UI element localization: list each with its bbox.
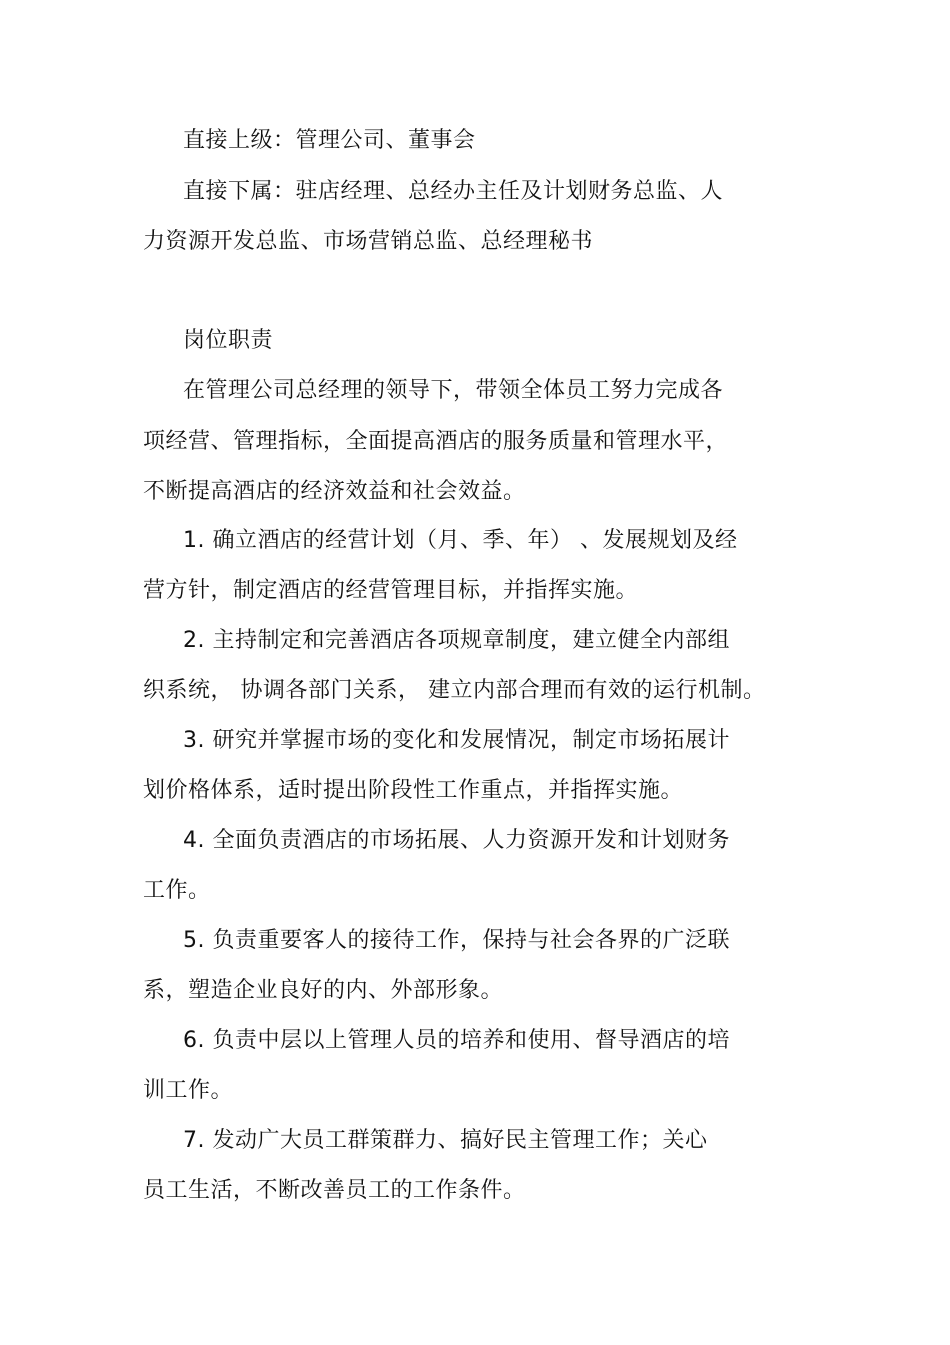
- duty-item-5-line-1: 5. 负责重要客人的接待工作，保持与社会各界的广泛联: [183, 928, 730, 953]
- duty-item-7-line-2: 员工生活，不断改善员工的工作条件。: [143, 1178, 526, 1203]
- section-heading-duties: 岗位职责: [183, 328, 274, 353]
- duty-item-1-line-1: 1. 确立酒店的经营计划（月、季、年） 、发展规划及经: [183, 528, 738, 553]
- duties-intro-line-3: 不断提高酒店的经济效益和社会效益。: [143, 479, 526, 504]
- duty-item-2-line-2: 织系统， 协调各部门关系， 建立内部合理而有效的运行机制。: [143, 678, 766, 703]
- duty-item-1-line-2: 营方针，制定酒店的经营管理目标，并指挥实施。: [143, 578, 639, 603]
- duties-intro-line-1: 在管理公司总经理的领导下，带领全体员工努力完成各: [183, 378, 724, 403]
- duty-item-6-line-2: 训工作。: [143, 1078, 234, 1103]
- duty-item-7-line-1: 7. 发动广大员工群策群力、搞好民主管理工作；关心: [183, 1128, 708, 1153]
- subordinates-line-2: 力资源开发总监、市场营销总监、总经理秘书: [143, 229, 594, 254]
- duty-item-4-line-2: 工作。: [143, 878, 211, 903]
- subordinates-line-1: 直接下属：驻店经理、总经办主任及计划财务总监、人: [183, 179, 724, 204]
- duties-intro-line-2: 项经营、管理指标，全面提高酒店的服务质量和管理水平，: [143, 429, 729, 454]
- duty-item-3-line-2: 划价格体系，适时提出阶段性工作重点，并指挥实施。: [143, 778, 684, 803]
- duty-item-6-line-1: 6. 负责中层以上管理人员的培养和使用、督导酒店的培: [183, 1028, 730, 1053]
- duty-item-2-line-1: 2. 主持制定和完善酒店各项规章制度，建立健全内部组: [183, 628, 730, 653]
- superior-line: 直接上级：管理公司、董事会: [183, 128, 476, 153]
- duty-item-5-line-2: 系，塑造企业良好的内、外部形象。: [143, 978, 504, 1003]
- duty-item-3-line-1: 3. 研究并掌握市场的变化和发展情况，制定市场拓展计: [183, 728, 730, 753]
- duty-item-4-line-1: 4. 全面负责酒店的市场拓展、人力资源开发和计划财务: [183, 828, 730, 853]
